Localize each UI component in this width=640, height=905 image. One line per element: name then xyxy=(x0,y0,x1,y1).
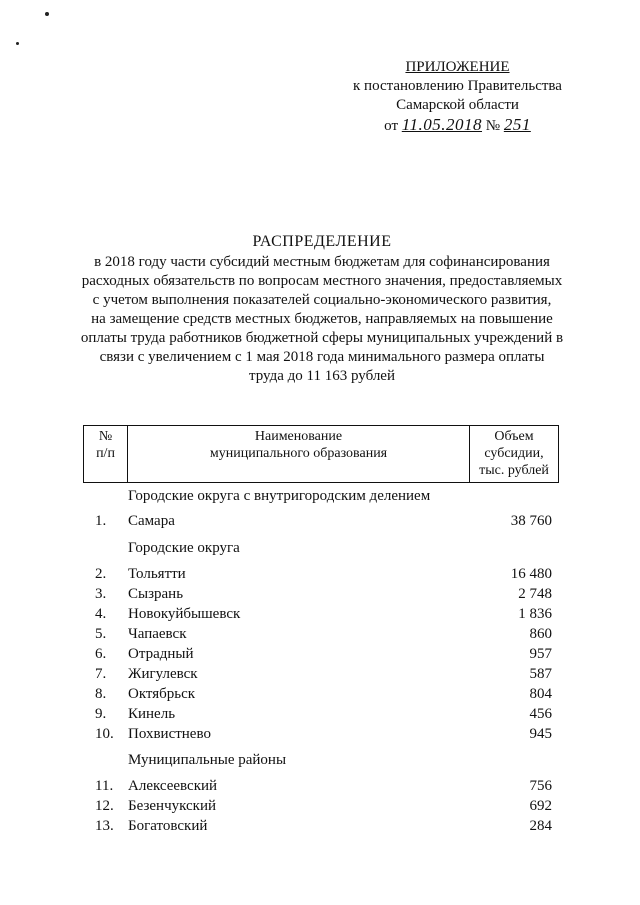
row-value: 587 xyxy=(529,666,552,682)
row-number: 5. xyxy=(95,626,107,642)
table-row xyxy=(0,686,640,706)
row-value: 284 xyxy=(529,818,552,834)
table-row xyxy=(0,778,640,798)
section-heading: Городские округа xyxy=(128,540,240,556)
row-name: Безенчукский xyxy=(128,798,217,814)
table-row xyxy=(0,513,640,533)
header-text: п/п xyxy=(96,446,115,461)
table-row xyxy=(0,586,640,606)
row-value: 804 xyxy=(529,686,552,702)
title-line: расходных обязательств по вопросам местного значения, предоставляемых xyxy=(81,273,563,289)
row-value: 692 xyxy=(529,798,552,814)
header-text: № xyxy=(98,429,113,444)
row-name: Алексеевский xyxy=(128,778,218,794)
row-number: 4. xyxy=(95,606,107,622)
row-name: Похвистнево xyxy=(128,726,211,742)
title-line: на замещение средств местных бюджетов, направляемых на повышение xyxy=(91,311,553,327)
row-number: 13. xyxy=(95,818,114,834)
row-name: Самара xyxy=(128,513,175,529)
table-row xyxy=(0,798,640,818)
header-text: Объем xyxy=(494,429,534,444)
header-text: субсидии, xyxy=(484,446,544,461)
row-name: Тольятти xyxy=(128,566,186,582)
number-prefix: № xyxy=(485,118,501,134)
row-name: Чапаевск xyxy=(128,626,187,642)
row-name: Кинель xyxy=(128,706,176,722)
row-number: 3. xyxy=(95,586,107,602)
document-heading: РАСПРЕДЕЛЕНИЕ xyxy=(252,233,392,250)
row-value: 1 836 xyxy=(518,606,552,622)
title-line: оплаты труда работников бюджетной сферы муниципальных учреждений в xyxy=(80,330,564,346)
row-value: 860 xyxy=(529,626,552,642)
row-number: 12. xyxy=(95,798,114,814)
row-value: 945 xyxy=(529,726,552,742)
section-heading: Городские округа с внутригородским делением xyxy=(128,488,431,504)
date-prefix: от xyxy=(384,118,399,134)
header-text: тыс. рублей xyxy=(479,463,549,478)
row-number: 9. xyxy=(95,706,107,722)
row-value: 16 480 xyxy=(510,566,552,582)
table-row xyxy=(0,818,640,838)
table-row xyxy=(0,726,640,746)
header-text: Наименование xyxy=(254,429,343,444)
row-value: 957 xyxy=(529,646,552,662)
row-name: Сызрань xyxy=(128,586,184,602)
header-text: муниципального образования xyxy=(209,446,388,461)
row-number: 6. xyxy=(95,646,107,662)
appendix-line: к постановлению Правительства xyxy=(353,78,562,94)
title-line: труда до 11 163 рублей xyxy=(249,368,395,384)
row-number: 7. xyxy=(95,666,107,682)
table-row xyxy=(0,626,640,646)
row-value: 2 748 xyxy=(518,586,552,602)
row-name: Новокуйбышевск xyxy=(128,606,241,622)
table-row xyxy=(0,566,640,586)
table-row xyxy=(0,706,640,726)
row-name: Богатовский xyxy=(128,818,208,834)
appendix-line: Самарской области xyxy=(396,97,519,113)
table-row xyxy=(0,666,640,686)
title-line: связи с увеличением с 1 мая 2018 года минимального размера оплаты xyxy=(99,349,545,365)
handwritten-number: 251 xyxy=(503,115,531,134)
row-value: 756 xyxy=(529,778,552,794)
title-line: в 2018 году части субсидий местным бюджетам для софинансирования xyxy=(94,254,550,270)
row-number: 1. xyxy=(95,513,107,529)
section-heading: Муниципальные районы xyxy=(128,752,287,768)
table-row xyxy=(0,606,640,626)
row-value: 456 xyxy=(529,706,552,722)
row-number: 8. xyxy=(95,686,107,702)
row-number: 11. xyxy=(95,778,114,794)
handwritten-date: 11.05.2018 xyxy=(401,115,483,134)
row-value: 38 760 xyxy=(510,513,552,529)
row-number: 10. xyxy=(95,726,114,742)
appendix-title: ПРИЛОЖЕНИЕ xyxy=(405,59,510,75)
row-number: 2. xyxy=(95,566,107,582)
row-name: Жигулевск xyxy=(128,666,198,682)
title-line: с учетом выполнения показателей социально-экономического развития, xyxy=(92,292,552,308)
row-name: Отрадный xyxy=(128,646,194,662)
row-name: Октябрьск xyxy=(128,686,196,702)
table-row xyxy=(0,646,640,666)
